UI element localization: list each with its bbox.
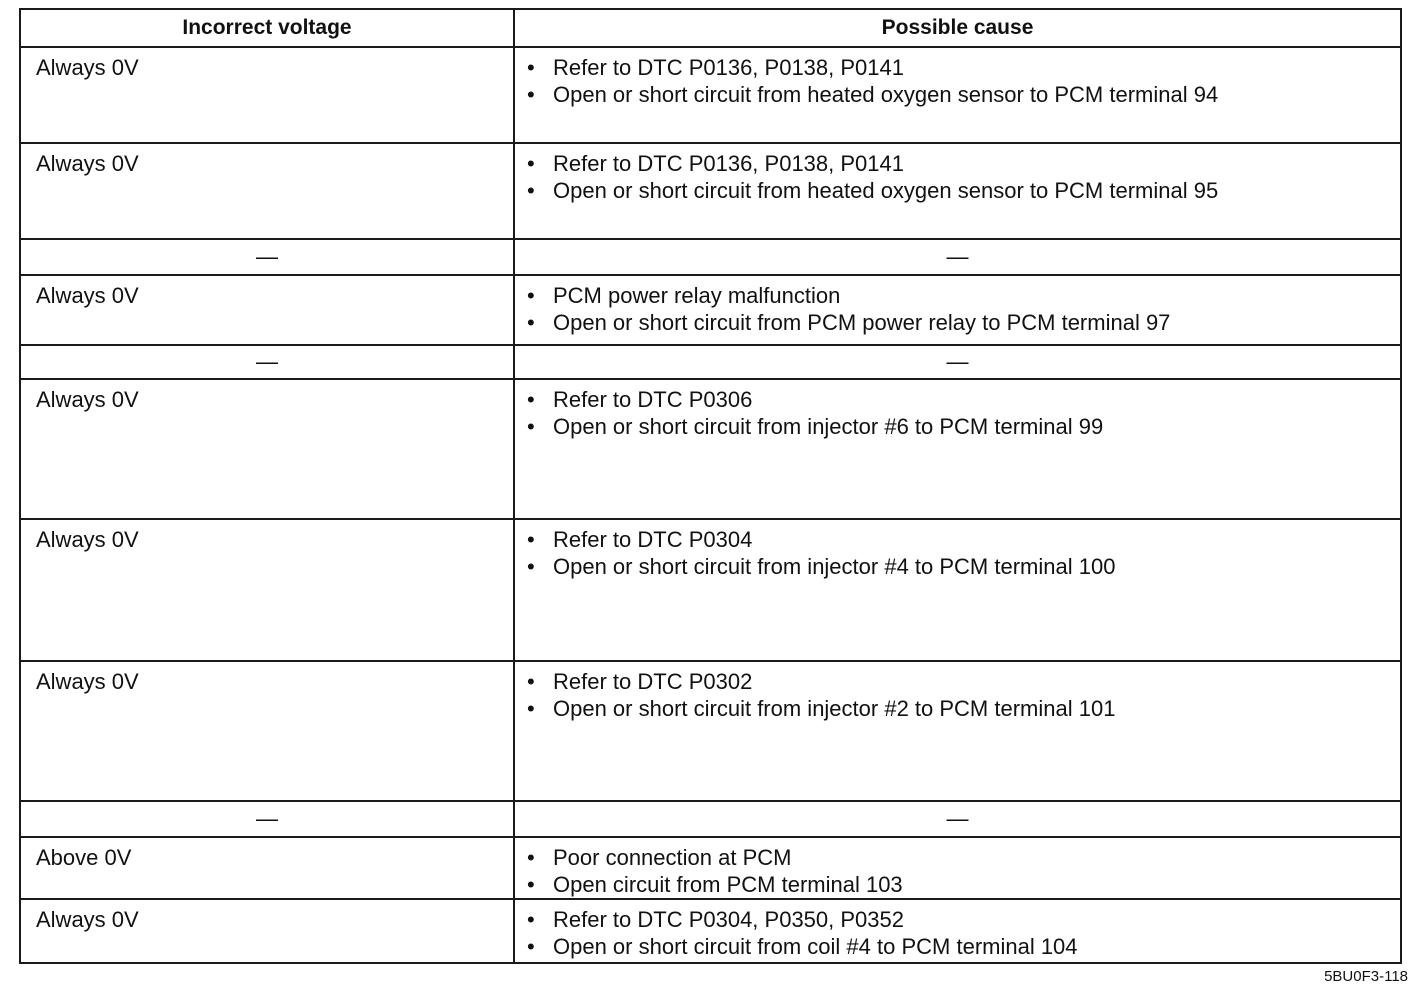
table-row: [20, 379, 1401, 519]
bullet-icon: •: [527, 872, 535, 897]
cause-item: [527, 150, 1400, 177]
cause-dash: —: [514, 239, 1401, 275]
table-row: [20, 519, 1401, 661]
table-header-row: [20, 9, 1401, 47]
cause-item: [527, 413, 1400, 440]
cause-item: [527, 309, 1400, 336]
cause-dash: —: [514, 801, 1401, 837]
table-row: [20, 47, 1401, 143]
voltage-cell: Always 0V: [20, 519, 514, 661]
cause-text: Open or short circuit from injector #2 to PCM terminal 101: [553, 696, 1116, 721]
table-row: [20, 275, 1401, 345]
cause-cell: [514, 275, 1401, 345]
cause-text: Refer to DTC P0136, P0138, P0141: [553, 55, 904, 80]
voltage-dash: —: [20, 239, 514, 275]
bullet-icon: •: [527, 669, 535, 694]
cause-item: [527, 553, 1400, 580]
cause-item: [527, 386, 1400, 413]
bullet-icon: •: [527, 387, 535, 412]
cause-text: Open circuit from PCM terminal 103: [553, 872, 903, 897]
cause-text: Open or short circuit from heated oxygen sensor to PCM terminal 95: [553, 178, 1219, 203]
cause-text: Open or short circuit from heated oxygen sensor to PCM terminal 94: [553, 82, 1219, 107]
cause-text: Open or short circuit from injector #4 to PCM terminal 100: [553, 554, 1116, 579]
cause-text: Open or short circuit from injector #6 to PCM terminal 99: [553, 414, 1104, 439]
table-body: [20, 47, 1401, 963]
table-row-empty: [20, 801, 1401, 837]
voltage-cell: Always 0V: [20, 661, 514, 801]
table-row: [20, 899, 1401, 963]
cause-text: Open or short circuit from PCM power relay to PCM terminal 97: [553, 310, 1171, 335]
cause-item: [527, 844, 1400, 871]
cause-item: [527, 54, 1400, 81]
figure-code: 5BU0F3-118: [1324, 968, 1408, 985]
bullet-icon: •: [527, 414, 535, 439]
cause-text: Refer to DTC P0136, P0138, P0141: [553, 151, 904, 176]
cause-text: Refer to DTC P0302: [553, 669, 753, 694]
cause-item: [527, 81, 1400, 108]
bullet-icon: •: [527, 934, 535, 959]
bullet-icon: •: [527, 527, 535, 552]
bullet-icon: •: [527, 55, 535, 80]
voltage-dash: —: [20, 801, 514, 837]
cause-item: [527, 695, 1400, 722]
voltage-cell: Always 0V: [20, 143, 514, 239]
cause-cell: [514, 837, 1401, 899]
table-row: [20, 837, 1401, 899]
cause-cell: [514, 379, 1401, 519]
cause-text: Refer to DTC P0304, P0350, P0352: [553, 907, 904, 932]
cause-item: [527, 933, 1400, 960]
cause-item: [527, 526, 1400, 553]
header-possible-cause: Possible cause: [514, 9, 1401, 47]
cause-text: Refer to DTC P0304: [553, 527, 753, 552]
cause-cell: [514, 661, 1401, 801]
table-row-empty: [20, 345, 1401, 379]
bullet-icon: •: [527, 82, 535, 107]
header-incorrect-voltage: Incorrect voltage: [20, 9, 514, 47]
voltage-cell: Always 0V: [20, 47, 514, 143]
table-row-empty: [20, 239, 1401, 275]
voltage-cell: Always 0V: [20, 899, 514, 963]
bullet-icon: •: [527, 845, 535, 870]
cause-cell: [514, 143, 1401, 239]
voltage-cell: Always 0V: [20, 275, 514, 345]
voltage-cell: Always 0V: [20, 379, 514, 519]
bullet-icon: •: [527, 310, 535, 335]
cause-text: Refer to DTC P0306: [553, 387, 753, 412]
voltage-dash: —: [20, 345, 514, 379]
bullet-icon: •: [527, 178, 535, 203]
bullet-icon: •: [527, 151, 535, 176]
table-row: [20, 661, 1401, 801]
cause-text: Poor connection at PCM: [553, 845, 792, 870]
cause-item: [527, 282, 1400, 309]
cause-cell: [514, 899, 1401, 963]
cause-cell: [514, 47, 1401, 143]
bullet-icon: •: [527, 696, 535, 721]
cause-dash: —: [514, 345, 1401, 379]
bullet-icon: •: [527, 907, 535, 932]
cause-text: PCM power relay malfunction: [553, 283, 841, 308]
diagnosis-table: [19, 8, 1402, 964]
cause-item: [527, 871, 1400, 898]
cause-item: [527, 906, 1400, 933]
cause-item: [527, 668, 1400, 695]
voltage-cell: Above 0V: [20, 837, 514, 899]
table-row: [20, 143, 1401, 239]
cause-cell: [514, 519, 1401, 661]
bullet-icon: •: [527, 283, 535, 308]
bullet-icon: •: [527, 554, 535, 579]
cause-text: Open or short circuit from coil #4 to PCM terminal 104: [553, 934, 1078, 959]
cause-item: [527, 177, 1400, 204]
